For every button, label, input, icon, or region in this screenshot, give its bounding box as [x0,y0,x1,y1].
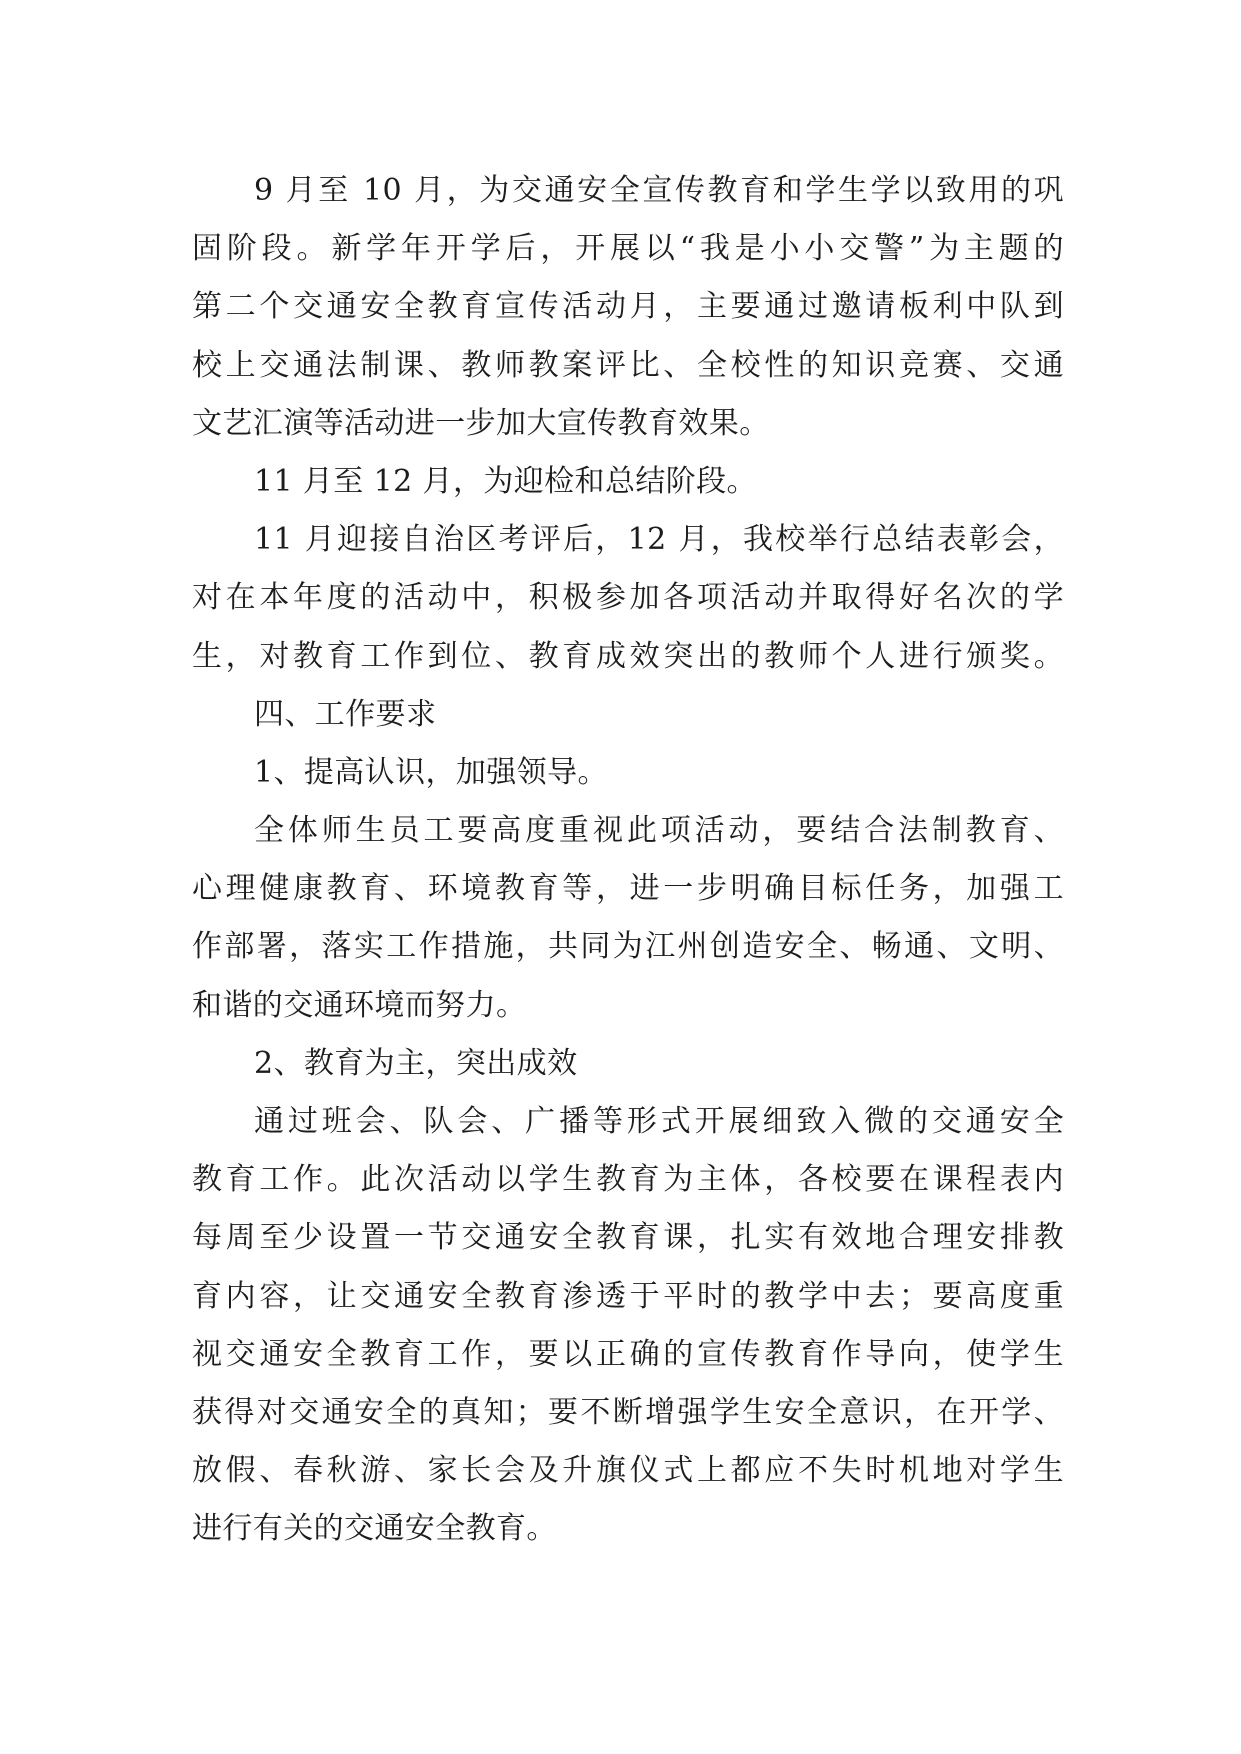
paragraph-line: 9 月至 10 月，为交通安全宣传教育和学生学以致用的巩 [254,173,1064,208]
paragraph-line: 固阶段。新学年开学后，开展以“我是小小交警”为主题的 [192,231,1064,267]
paragraph-line: 校上交通法制课、教师教案评比、全校性的知识竞赛、交通 [192,347,1064,383]
paragraph-line: 进行有关的交通安全教育。 [192,1511,557,1547]
paragraph-line: 11 月迎接自治区考评后，12 月，我校举行总结表彰会， [254,522,1064,558]
paragraph-line: 获得对交通安全的真知；要不断增强学生安全意识，在开学、 [192,1394,1064,1430]
paragraph-line: 视交通安全教育工作，要以正确的宣传教育作导向，使学生 [192,1336,1064,1372]
subsection-heading: 1、提高认识，加强领导。 [254,754,608,790]
paragraph-line: 第二个交通安全教育宣传活动月，主要通过邀请板利中队到 [192,289,1064,325]
document-body [192,162,1064,1559]
paragraph-line: 全体师生员工要高度重视此项活动，要结合法制教育、 [254,813,1064,849]
paragraph-line: 每周至少设置一节交通安全教育课，扎实有效地合理安排教 [192,1220,1064,1256]
paragraph-line: 放假、春秋游、家长会及升旗仪式上都应不失时机地对学生 [192,1453,1064,1489]
paragraph-line: 心理健康教育、环境教育等，进一步明确目标任务，加强工 [192,871,1064,907]
paragraph-line: 和谐的交通环境而努力。 [192,987,527,1023]
paragraph-line: 11 月至 12 月，为迎检和总结阶段。 [254,463,757,499]
subsection-heading: 2、教育为主，突出成效 [254,1045,578,1081]
paragraph-line: 生，对教育工作到位、教育成效突出的教师个人进行颁奖。 [192,638,1064,674]
paragraph-line: 教育工作。此次活动以学生教育为主体，各校要在课程表内 [192,1162,1064,1198]
paragraph-line: 通过班会、队会、广播等形式开展细致入微的交通安全 [254,1104,1064,1139]
paragraph-line: 作部署，落实工作措施，共同为江州创造安全、畅通、文明、 [192,929,1064,965]
paragraph-line: 对在本年度的活动中，积极参加各项活动并取得好名次的学 [192,580,1064,616]
paragraph-line: 文艺汇演等活动进一步加大宣传教育效果。 [192,405,770,441]
section-heading: 四、工作要求 [254,696,437,732]
paragraph-line: 育内容，让交通安全教育渗透于平时的教学中去；要高度重 [192,1278,1064,1314]
